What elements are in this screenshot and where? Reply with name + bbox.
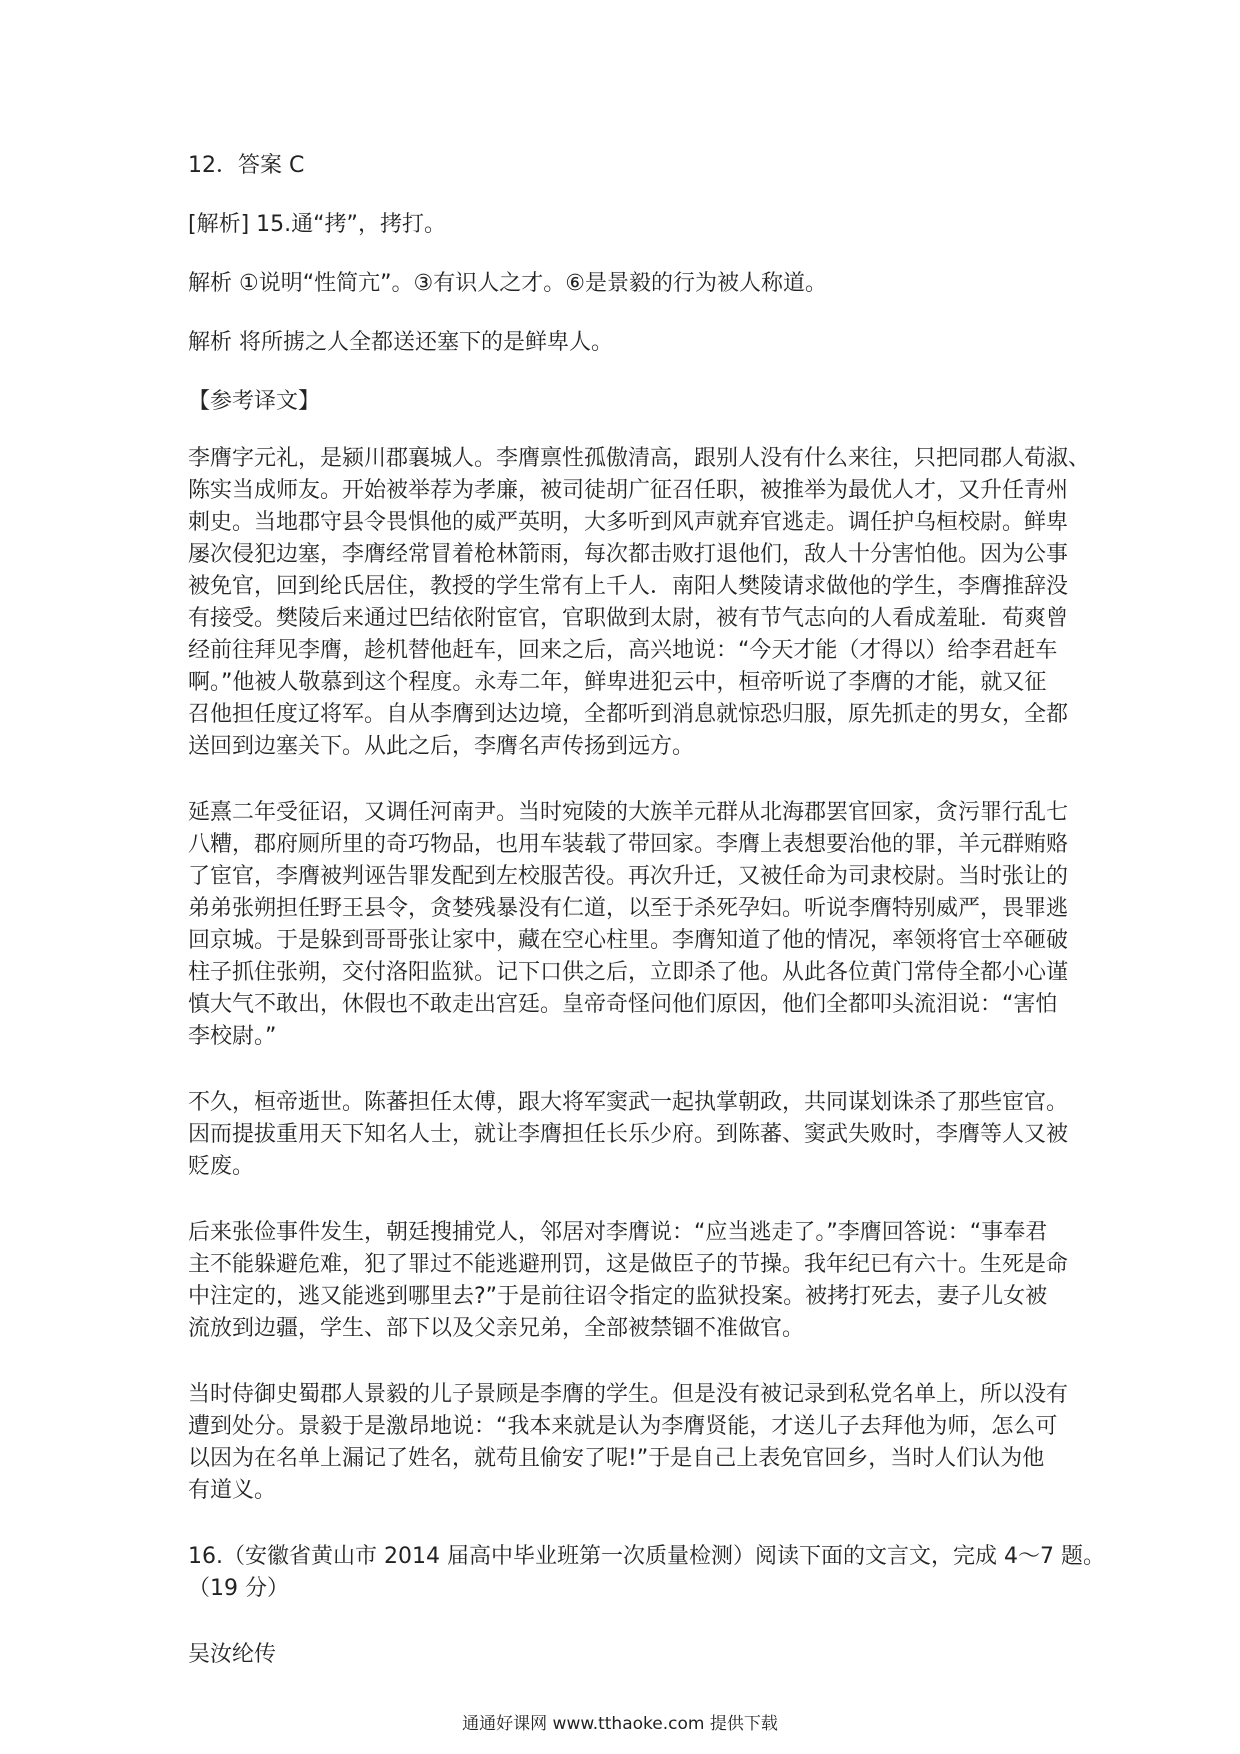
text-line: 陈实当成师友。开始被举荐为孝廉，被司徒胡广征召任职，被推举为最优人才，又升任青州 — [188, 478, 1069, 503]
question-16 — [188, 1541, 1105, 1605]
footer-credit: 通通好课网 www.tthaoke.com 提供下载 — [462, 1714, 778, 1734]
text-line: 延熹二年受征诏，又调任河南尹。当时宛陵的大族羊元群从北海郡罢官回家，贪污罪行乱七 — [188, 800, 1069, 825]
text-line: 李膺字元礼，是颍川郡襄城人。李膺禀性孤傲清高，跟别人没有什么来往，只把同郡人荀淑、 — [188, 446, 1091, 471]
question-line: 16.（安徽省黄山市 2014 届高中毕业班第一次质量检测）阅读下面的文言文，完成 4～7 题。 — [188, 1544, 1105, 1569]
passage-title — [188, 1639, 1078, 1671]
text-line: 送回到边塞关下。从此之后，李膺名声传扬到远方。 — [188, 734, 695, 759]
paragraph-1 — [188, 443, 1091, 763]
analysis-line-1: [解析] 15.通“拷”，拷打。 — [188, 212, 446, 237]
text-line: 以因为在名单上漏记了姓名，就苟且偷安了呢!”于是自己上表免官回乡，当时人们认为他 — [188, 1446, 1045, 1471]
text-line: 因而提拔重用天下知名人士，就让李膺担任长乐少府。到陈蕃、窦武失败时，李膺等人又被 — [188, 1122, 1069, 1147]
text-line: 后来张俭事件发生，朝廷搜捕党人，邻居对李膺说：“应当逃走了。”李膺回答说：“事奉君 — [188, 1220, 1048, 1245]
text-line: 流放到边疆，学生、部下以及父亲兄弟，全部被禁锢不准做官。 — [188, 1316, 805, 1341]
text-line: 主不能躲避危难，犯了罪过不能逃避刑罚，这是做臣子的节操。我年纪已有六十。生死是命 — [188, 1252, 1069, 1277]
text-line: 经前往拜见李膺，趁机替他赶车，回来之后，高兴地说：“今天才能（才得以）给李君赶车 — [188, 638, 1058, 663]
paragraph-5 — [188, 1379, 1078, 1507]
paragraph-3 — [188, 1087, 1078, 1183]
translation-heading: 【参考译文】 — [188, 389, 321, 414]
text-line: 弟弟张朔担任野王县令，贪婪残暴没有仁道，以至于杀死孕妇。听说李膺特别威严，畏罪逃 — [188, 896, 1069, 921]
text-line: 屡次侵犯边塞，李膺经常冒着枪林箭雨，每次都击败打退他们，敌人十分害怕他。因为公事 — [188, 542, 1069, 567]
text-line: 被免官，回到纶氏居住，教授的学生常有上千人．南阳人樊陵请求做他的学生，李膺推辞没 — [188, 574, 1069, 599]
text-line: 李校尉。” — [188, 1024, 277, 1049]
text-line: 中注定的，逃又能逃到哪里去?”于是前往诏令指定的监狱投案。被拷打死去，妻子儿女被 — [188, 1284, 1048, 1309]
text-line: 啊。”他被人敬慕到这个程度。永寿二年，鲜卑进犯云中，桓帝听说了李膺的才能，就又征 — [188, 670, 1047, 695]
text-line: 刺史。当地郡守县令畏惧他的威严英明，大多听到风声就弃官逃走。调任护乌桓校尉。鲜卑 — [188, 510, 1069, 535]
paragraph-4 — [188, 1217, 1078, 1345]
text-line: 召他担任度辽将军。自从李膺到达边境，全都听到消息就惊恐归服，原先抓走的男女，全都 — [188, 702, 1069, 727]
text-line: 八糟，郡府厕所里的奇巧物品，也用车装载了带回家。李膺上表想要治他的罪，羊元群贿赂 — [188, 832, 1069, 857]
text-line: 柱子抓住张朔，交付洛阳监狱。记下口供之后，立即杀了他。从此各位黄门常侍全都小心谨 — [188, 960, 1069, 985]
question-score: （19 分） — [188, 1576, 289, 1601]
text-line: 有接受。樊陵后来通过巴结依附宦官，官职做到太尉，被有节气志向的人看成羞耻．荀爽曾 — [188, 606, 1069, 631]
text-line: 贬废。 — [188, 1154, 255, 1179]
text-line: 不久，桓帝逝世。陈蕃担任太傅，跟大将军窦武一起执掌朝政，共同谋划诛杀了那些宦官。 — [188, 1090, 1069, 1115]
document-body — [188, 150, 1105, 1671]
text-line: 遭到处分。景毅于是激昂地说：“我本来就是认为李膺贤能，才送儿子去拜他为师，怎么可 — [188, 1414, 1058, 1439]
analysis-line-2: 解析 ①说明“性简亢”。③有识人之才。⑥是景毅的行为被人称道。 — [188, 271, 827, 296]
text-line: 回京城。于是躲到哥哥张让家中，藏在空心柱里。李膺知道了他的情况，率领将官士卒砸破 — [188, 928, 1069, 953]
text-line: 了宦官，李膺被判诬告罪发配到左校服苦役。再次升迁，又被任命为司隶校尉。当时张让的 — [188, 864, 1069, 889]
text-line: 慎大气不敢出，休假也不敢走出宫廷。皇帝奇怪问他们原因，他们全都叩头流泪说：“害怕 — [188, 992, 1058, 1017]
text-line: 当时侍御史蜀郡人景毅的儿子景顾是李膺的学生。但是没有被记录到私党名单上，所以没有 — [188, 1382, 1069, 1407]
paragraph-2 — [188, 797, 1078, 1053]
text-line: 有道义。 — [188, 1478, 277, 1503]
analysis-line-3: 解析 将所掳之人全都送还塞下的是鲜卑人。 — [188, 330, 613, 355]
answer-line: 12．答案 C — [188, 153, 305, 178]
passage-title-text: 吴汝纶传 — [188, 1642, 277, 1667]
